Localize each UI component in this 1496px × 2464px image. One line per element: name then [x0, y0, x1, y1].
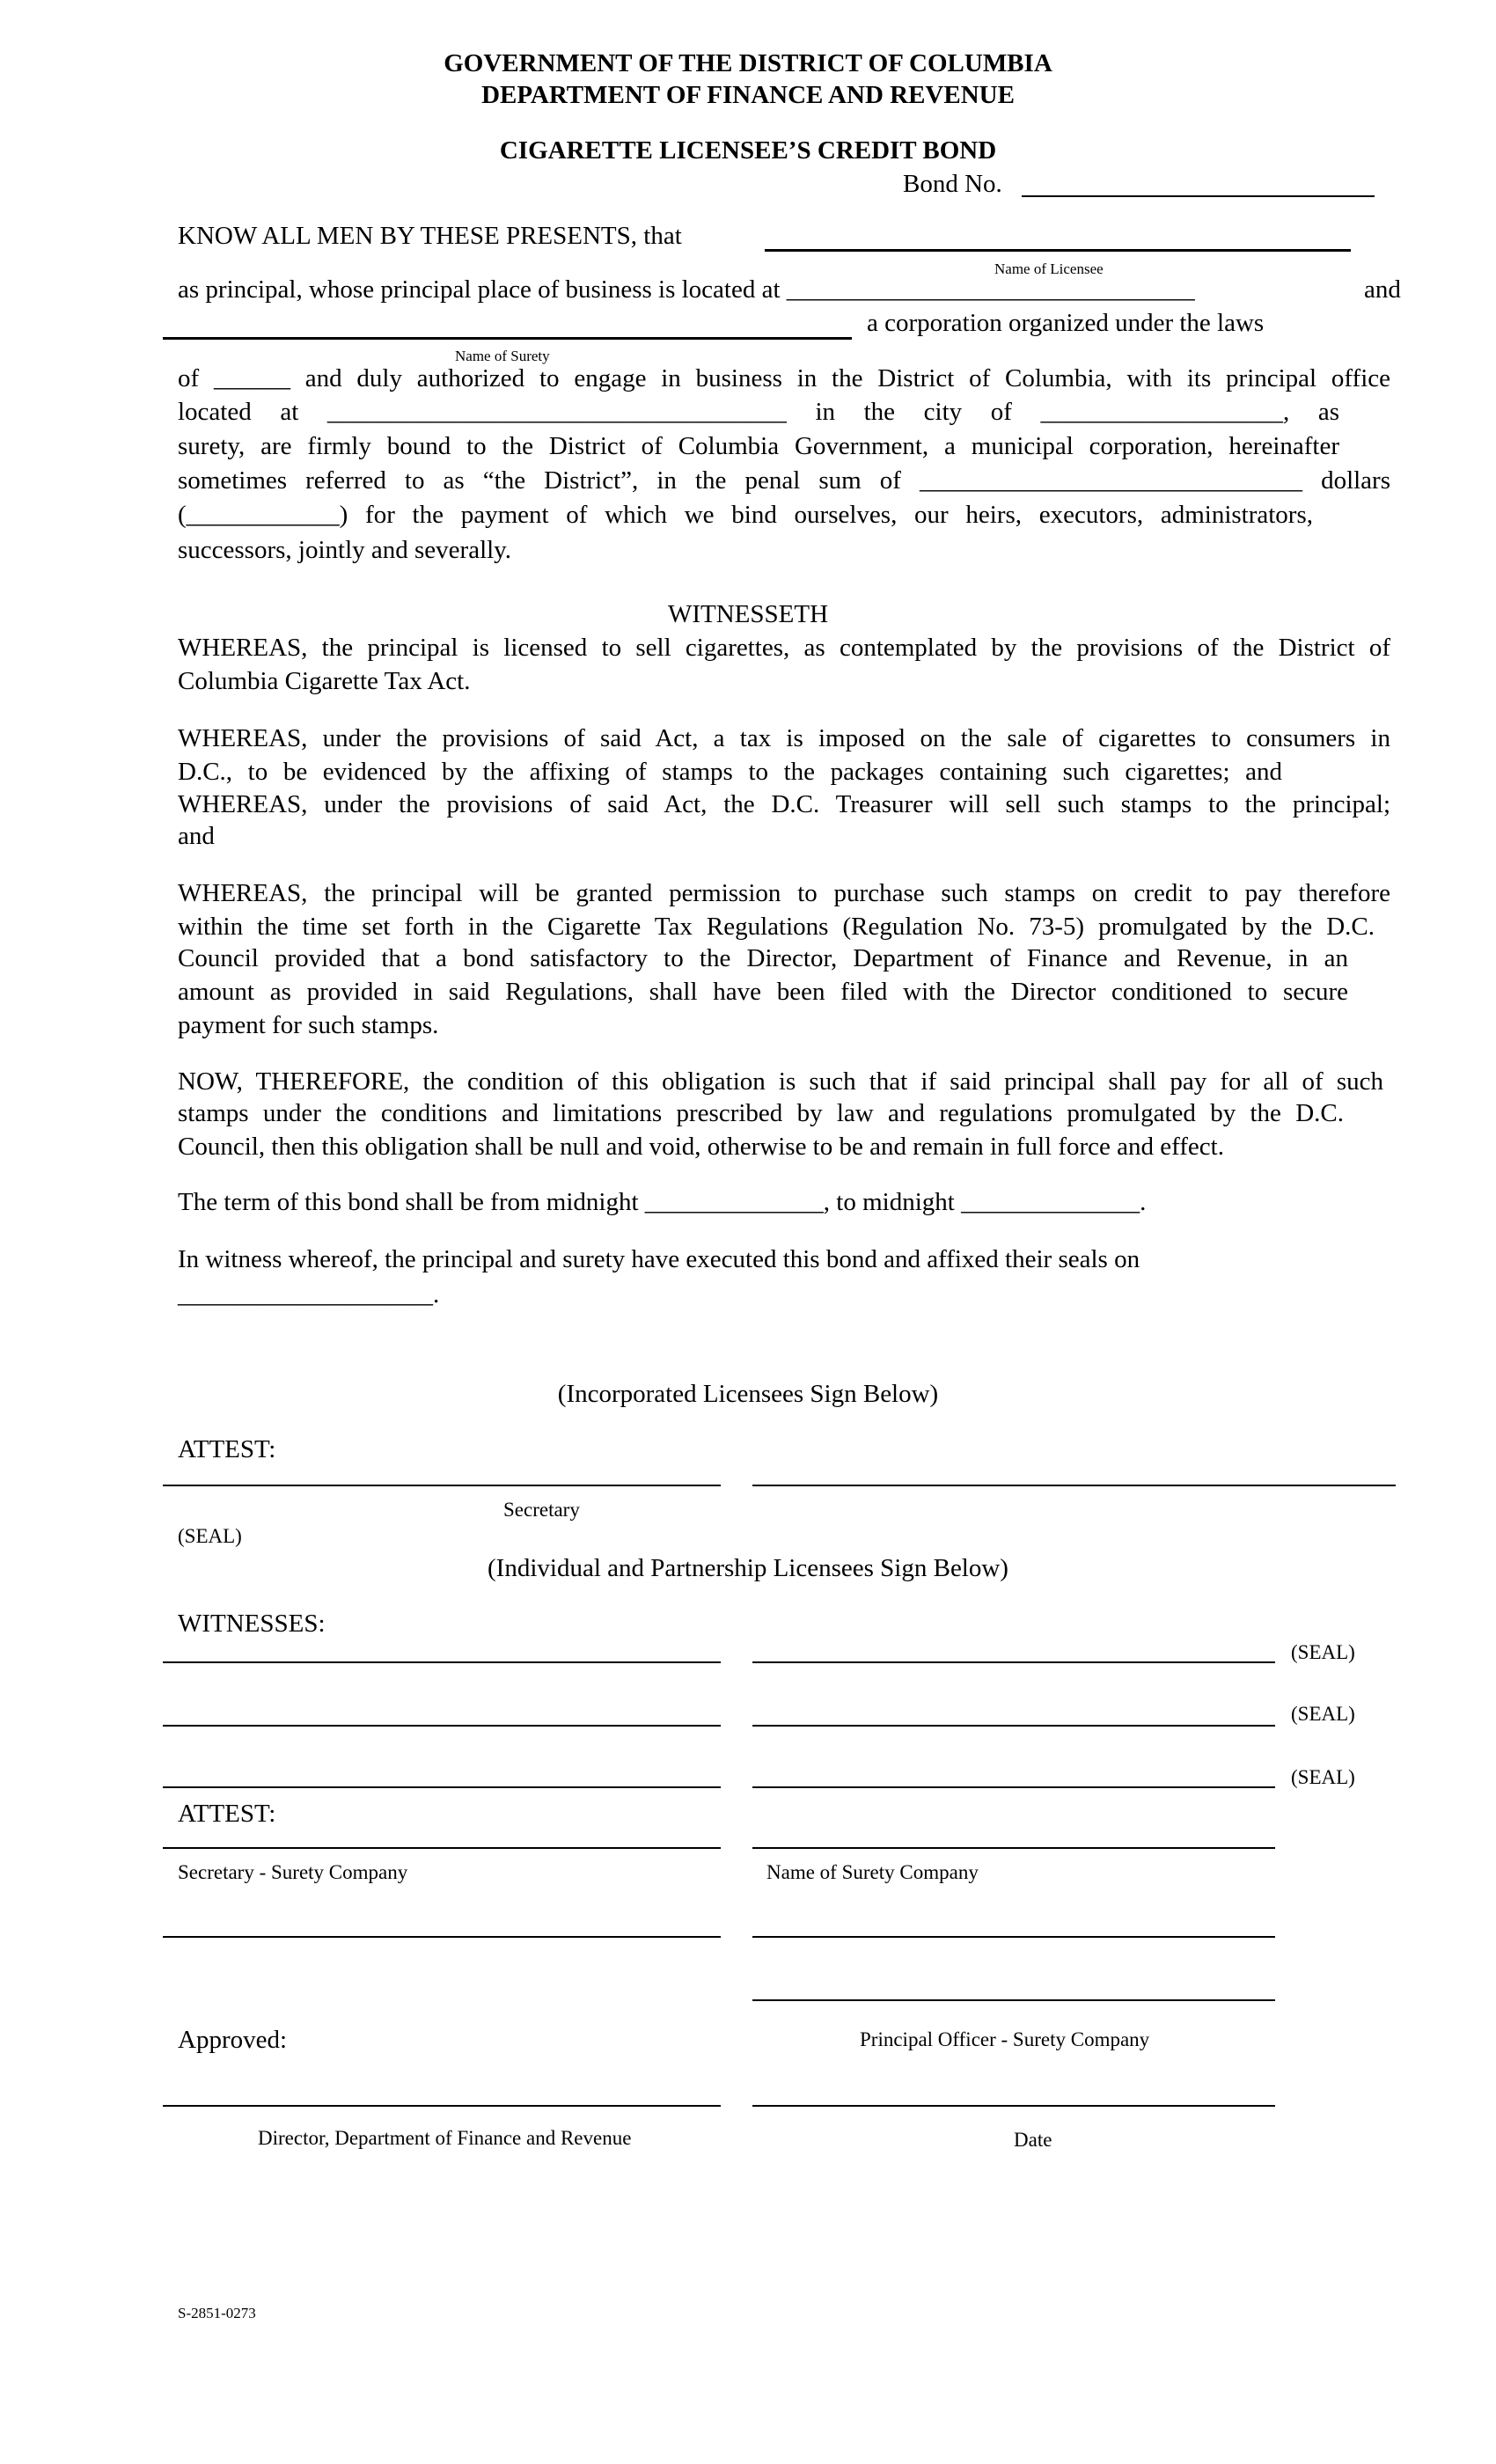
surety-secretary-line[interactable]: [163, 1847, 721, 1849]
seal-label: (SEAL): [1291, 1703, 1355, 1725]
paragraph-line: Columbia Cigarette Tax Act.: [178, 667, 471, 695]
surety-signature-line[interactable]: [163, 1936, 721, 1938]
paragraph-line: WHEREAS, the principal is licensed to sell cigarettes, as contemplated by the provisions of the District of: [178, 634, 1390, 662]
witnesseth-heading: WITNESSETH: [667, 600, 829, 628]
principal-signature-line[interactable]: [752, 1725, 1275, 1727]
paragraph-line: WHEREAS, under the provisions of said Act, a tax is imposed on the sale of cigarettes to consumers in: [178, 724, 1390, 752]
in-witness-text: In witness whereof, the principal and surety have executed this bond and affixed their seals on: [178, 1245, 1140, 1273]
paragraph-line: WHEREAS, under the provisions of said Act, the D.C. Treasurer will sell such stamps to the principal;: [178, 790, 1390, 818]
secretary-label: Secretary: [503, 1499, 580, 1521]
witness-signature-line[interactable]: [163, 1661, 721, 1663]
corporation-text: a corporation organized under the laws: [867, 309, 1265, 337]
paragraph-line: Council provided that a bond satisfactory to the Director, Department of Finance and Revenue, in an: [178, 944, 1348, 972]
know-all-text: KNOW ALL MEN BY THESE PRESENTS, that: [178, 222, 682, 250]
witness-signature-line[interactable]: [163, 1786, 721, 1788]
director-signature-line[interactable]: [163, 2105, 721, 2107]
secretary-signature-line[interactable]: [163, 1485, 721, 1486]
principal-officer-label: Principal Officer - Surety Company: [860, 2028, 1150, 2050]
paragraph-line: within the time set forth in the Cigarette Tax Regulations (Regulation No. 73-5) promulgated by the D.C.: [178, 913, 1375, 941]
date-line[interactable]: [752, 2105, 1275, 2107]
paragraph-line: WHEREAS, the principal will be granted permission to purchase such stamps on credit to pay therefore: [178, 879, 1390, 907]
form-title: CIGARETTE LICENSEE’S CREDIT BOND: [499, 136, 997, 165]
individual-heading: (Individual and Partnership Licensees Sign Below): [488, 1554, 1008, 1582]
bond-no-label: Bond No.: [903, 170, 1002, 198]
paragraph-line: NOW, THEREFORE, the condition of this obligation is such that if said principal shall pay for all of such: [178, 1067, 1383, 1096]
paragraph-line: and: [178, 822, 215, 850]
director-label: Director, Department of Finance and Revenue: [258, 2127, 632, 2149]
surety-company-line[interactable]: [752, 1847, 1275, 1849]
principal-place-text: as principal, whose principal place of business is located at ________________________________: [178, 275, 1195, 304]
intro-line: sometimes referred to as “the District”, in the penal sum of ______________________________ dollars: [178, 466, 1390, 495]
attest-label-surety: ATTEST:: [178, 1800, 276, 1828]
intro-line: successors, jointly and severally.: [178, 536, 512, 564]
seal-label: (SEAL): [178, 1525, 242, 1547]
header-government: GOVERNMENT OF THE DISTRICT OF COLUMBIA: [444, 49, 1052, 77]
secretary-surety-label: Secretary - Surety Company: [178, 1861, 408, 1883]
header-department: DEPARTMENT OF FINANCE AND REVENUE: [481, 81, 1015, 109]
and-text: and: [1364, 275, 1401, 304]
form-number: S-2851-0273: [178, 2305, 256, 2321]
paragraph-line: Council, then this obligation shall be null and void, otherwise to be and remain in full force and effect.: [178, 1133, 1224, 1161]
incorporated-heading: (Incorporated Licensees Sign Below): [557, 1380, 939, 1408]
licensee-name-field[interactable]: [765, 249, 1351, 252]
paragraph-line: stamps under the conditions and limitations prescribed by law and regulations promulgated by the D.C.: [178, 1099, 1344, 1127]
seal-label: (SEAL): [1291, 1766, 1355, 1788]
intro-line: located at ____________________________________ in the city of ___________________, as: [178, 398, 1339, 426]
in-witness-date: ____________________.: [178, 1280, 440, 1309]
principal-signature-line[interactable]: [752, 1661, 1275, 1663]
name-of-surety-label: Name of Surety: [455, 348, 550, 364]
witness-signature-line[interactable]: [163, 1725, 721, 1727]
surety-signature-line[interactable]: [752, 1936, 1275, 1938]
intro-line: surety, are firmly bound to the District of Columbia Government, a municipal corporation, hereinafter: [178, 432, 1339, 460]
intro-line: (____________) for the payment of which we bind ourselves, our heirs, executors, administrators,: [178, 501, 1313, 529]
paragraph-line: amount as provided in said Regulations, shall have been filed with the Director conditioned to secure: [178, 978, 1348, 1006]
seal-label: (SEAL): [1291, 1641, 1355, 1663]
witnesses-label: WITNESSES:: [178, 1610, 326, 1638]
paragraph-line: payment for such stamps.: [178, 1011, 439, 1039]
date-label: Date: [1014, 2129, 1052, 2151]
attest-label: ATTEST:: [178, 1435, 276, 1463]
approved-label: Approved:: [178, 2026, 288, 2054]
principal-officer-line[interactable]: [752, 1999, 1275, 2001]
bond-term-text: The term of this bond shall be from midnight ______________, to midnight ______________.: [178, 1188, 1147, 1216]
name-of-surety-company-label: Name of Surety Company: [766, 1861, 979, 1883]
principal-signature-line[interactable]: [752, 1786, 1275, 1788]
paragraph-line: D.C., to be evidenced by the affixing of stamps to the packages containing such cigarettes; and: [178, 758, 1282, 786]
bond-no-field[interactable]: [1022, 195, 1375, 197]
licensee-signature-line[interactable]: [752, 1485, 1396, 1486]
intro-line: of ______ and duly authorized to engage in business in the District of Columbia, with its principal office: [178, 364, 1390, 392]
name-of-licensee-label: Name of Licensee: [994, 260, 1104, 277]
surety-name-field[interactable]: [163, 337, 852, 340]
